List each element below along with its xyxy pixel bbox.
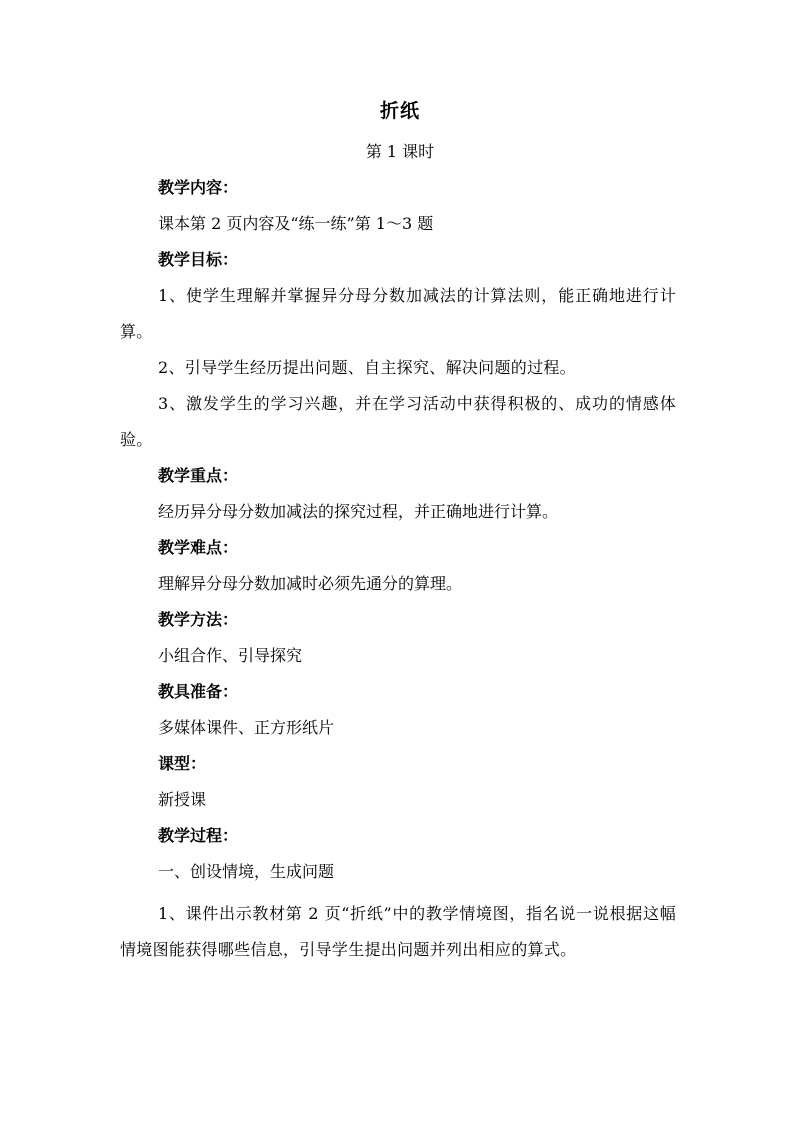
type-text: 新授课 [158,790,207,809]
type-heading: 课型： [158,754,207,773]
difficulty-heading: 教学难点： [158,538,239,557]
process-heading: 教学过程： [158,826,239,845]
difficulty-text: 理解异分母分数加减时必须先通分的算理。 [158,574,463,593]
process-item-1: 1、课件出示教材第 2 页“折纸”中的教学情境图，指名说一说根据这幅情境图能获得哪些信息，引导学生提出问题并列出相应的算式。 [120,904,676,959]
content-heading: 教学内容： [158,178,239,197]
method-heading: 教学方法： [158,610,239,629]
document-title: 折纸 [379,100,420,122]
lesson-period: 第 1 课时 [365,142,435,161]
key-text: 经历异分母分数加减法的探究过程，并正确地进行计算。 [158,502,559,521]
goal-2: 2、引导学生经历提出问题、自主探究、解决问题的过程。 [158,358,576,377]
goal-1: 1、使学生理解并掌握异分母分数加减法的计算法则，能正确地进行计算。 [120,286,676,341]
goal-3: 3、激发学生的学习兴趣，并在学习活动中获得积极的、成功的情感体验。 [120,394,676,449]
tools-heading: 教具准备： [158,682,239,701]
goals-heading: 教学目标： [158,250,239,269]
method-text: 小组合作、引导探究 [158,646,303,665]
process-step-1: 一、创设情境，生成问题 [158,862,335,881]
content-text: 课本第 2 页内容及“练一练”第 1～3 题 [158,214,434,233]
tools-text: 多媒体课件、正方形纸片 [158,718,335,737]
key-heading: 教学重点： [158,466,239,485]
